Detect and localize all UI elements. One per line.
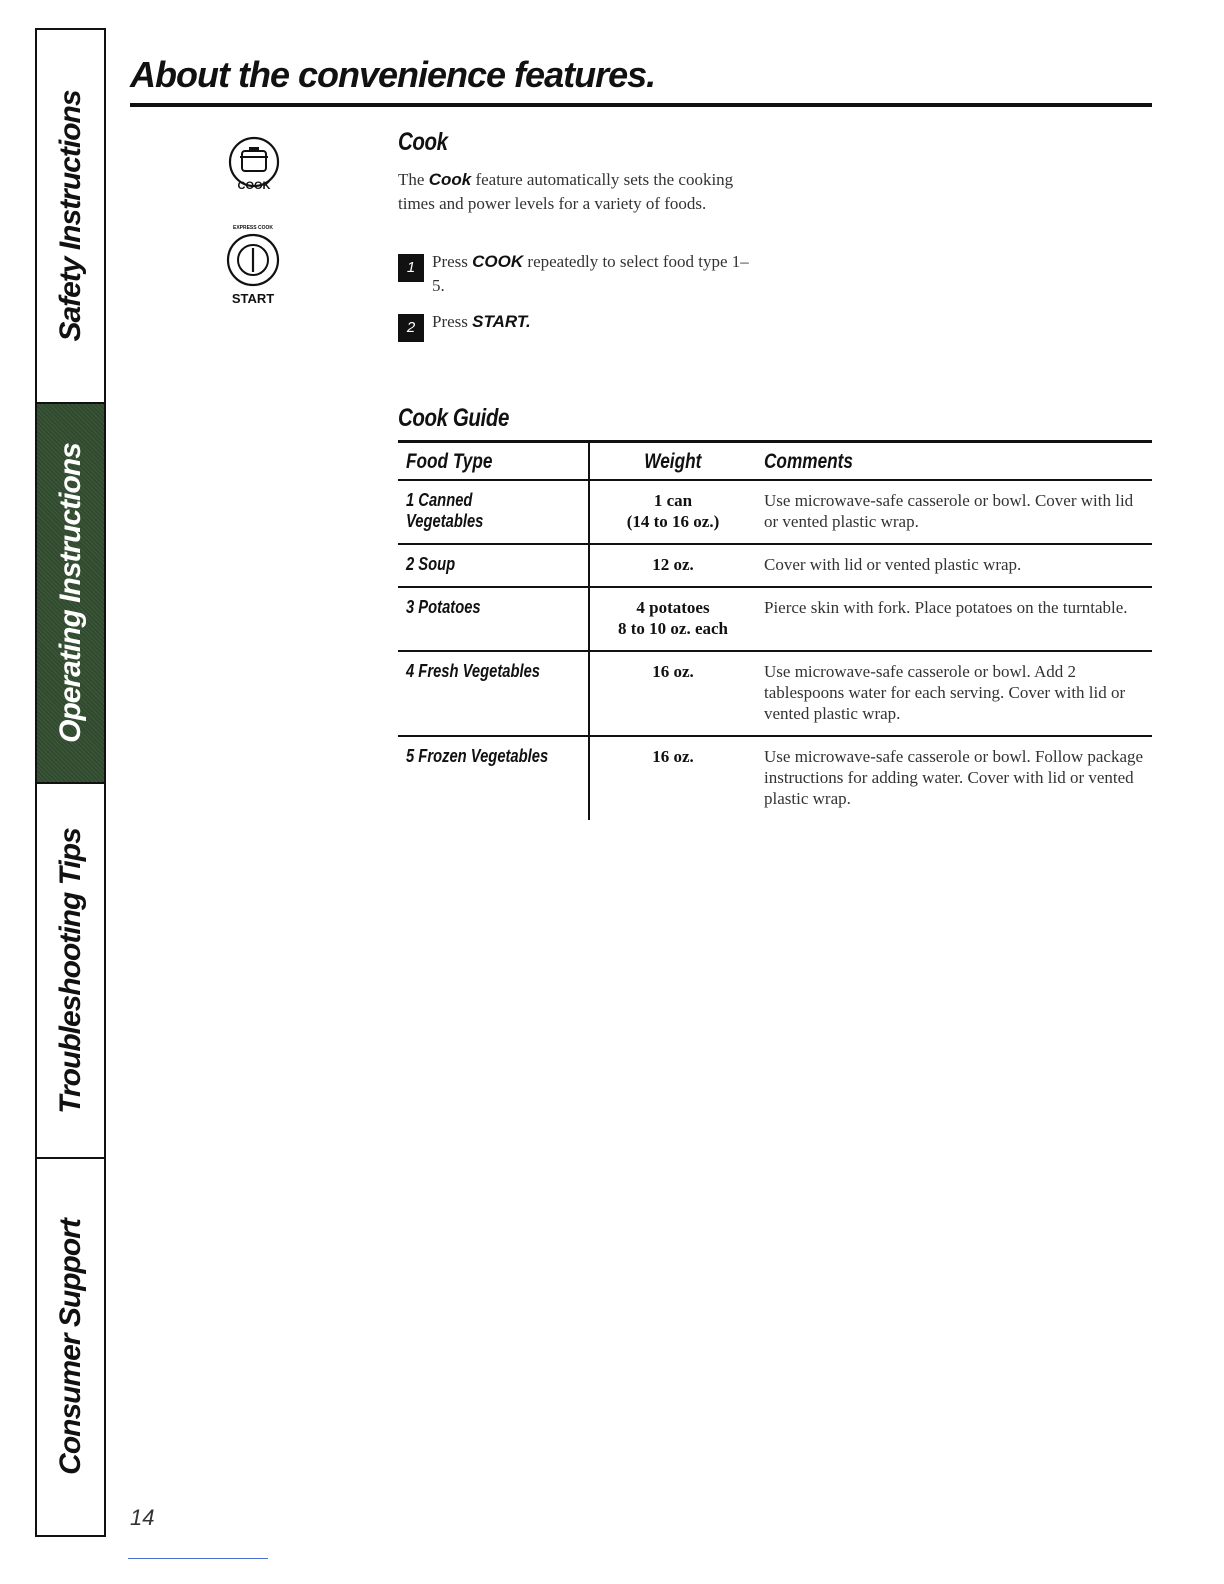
power-icon <box>223 232 283 288</box>
table-row <box>398 587 1152 651</box>
tab-label: Operating Instructions <box>53 443 87 743</box>
footer-rule <box>128 1558 268 1559</box>
cook-guide-table <box>398 440 1152 820</box>
title-divider <box>130 103 1152 107</box>
weight-cell: 12 oz. <box>589 544 756 587</box>
comments-cell: Cover with lid or vented plastic wrap. <box>756 544 1152 587</box>
step-text: Press START. <box>432 312 531 331</box>
tab-troubleshooting-tips[interactable] <box>37 784 104 1159</box>
step-text: Press COOK repeatedly to select food type 1–5. <box>432 252 749 295</box>
column-header-weight: Weight <box>589 442 756 481</box>
food-type-cell: 4 Fresh Vegetables <box>398 651 589 736</box>
tab-operating-instructions[interactable] <box>37 404 104 784</box>
section-tabs <box>35 28 106 1537</box>
food-type-cell: 3 Potatoes <box>398 587 589 651</box>
comments-cell: Use microwave-safe casserole or bowl. Follow package instructions for adding water. Cover with lid or vented plastic wrap. <box>764 747 1144 808</box>
start-button <box>212 226 294 305</box>
tab-safety-instructions[interactable] <box>37 30 104 404</box>
step-2 <box>398 310 758 334</box>
express-cook-label: EXPRESS COOK <box>232 225 273 231</box>
weight-cell: 1 can (14 to 16 oz.) <box>589 480 756 544</box>
cook-button <box>224 136 284 192</box>
cook-intro: The Cook feature automatically sets the cooking times and power levels for a variety of foods. <box>398 170 734 213</box>
page-number: 14 <box>130 1505 155 1530</box>
table-header-row <box>398 442 1152 481</box>
weight-cell: 4 potatoes 8 to 10 oz. each <box>589 587 756 651</box>
table-row <box>398 544 1152 587</box>
table-row <box>398 480 1152 544</box>
comments-cell: Use microwave-safe casserole or bowl. Add 2 tablespoons water for each serving. Cover with lid or vented plastic wrap. <box>756 651 1152 736</box>
tab-consumer-support[interactable] <box>37 1159 104 1535</box>
column-header-comments: Comments <box>756 442 1152 481</box>
column-header-food-type: Food Type <box>398 442 589 481</box>
weight-cell: 16 oz. <box>589 651 756 736</box>
food-type-cell: 1 Canned Vegetables <box>398 480 589 544</box>
comments-cell: Pierce skin with fork. Place potatoes on the turntable. <box>756 587 1152 651</box>
table-row <box>398 651 1152 736</box>
weight-cell: 16 oz. <box>652 747 694 766</box>
step-1 <box>398 250 758 298</box>
page-title: About the convenience features. <box>130 54 656 95</box>
step-number-badge: 2 <box>398 314 424 342</box>
start-button-label: START <box>231 291 275 306</box>
food-type-cell: 5 Frozen Vegetables <box>398 736 589 820</box>
tab-label: Safety Instructions <box>53 90 87 342</box>
cook-button-label: COOK <box>237 180 271 192</box>
cook-guide-heading: Cook Guide <box>398 404 509 432</box>
cook-heading: Cook <box>398 128 448 156</box>
tab-label: Consumer Support <box>53 1219 87 1475</box>
tab-label: Troubleshooting Tips <box>53 827 87 1114</box>
food-type-cell: 2 Soup <box>398 544 589 587</box>
step-number-badge: 1 <box>398 254 424 282</box>
comments-cell: Use microwave-safe casserole or bowl. Cover with lid or vented plastic wrap. <box>756 480 1152 544</box>
table-row <box>398 736 1152 820</box>
